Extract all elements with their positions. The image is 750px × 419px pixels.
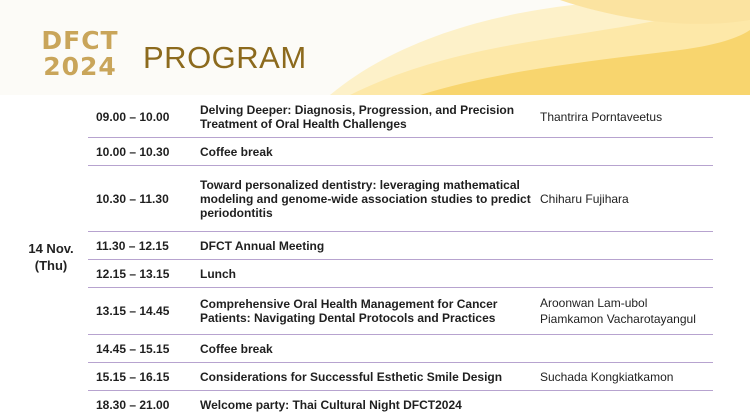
row-time: 10.00 – 10.30 [96,144,170,159]
row-time: 09.00 – 10.00 [96,109,170,124]
table-row [88,260,713,288]
table-row [88,138,713,166]
dfct-logo [35,28,125,79]
row-topic: Coffee break [200,144,273,159]
row-speaker [540,295,713,327]
row-time: 12.15 – 13.15 [96,266,170,281]
row-time: 11.30 – 12.15 [96,238,169,253]
day-label [20,240,82,274]
logo-text-year: 2024 [43,52,117,81]
row-time: 15.15 – 16.15 [96,369,170,384]
row-speaker [540,109,713,125]
day-weekday: (Thu) [34,258,68,273]
row-speaker [540,191,713,207]
logo-text-dfct: DFCT [41,26,119,55]
row-time: 10.30 – 11.30 [96,191,169,206]
table-row [88,96,713,138]
speaker-name: Thantrira Porntaveetus [540,109,663,124]
row-topic: Lunch [200,266,236,281]
row-time: 13.15 – 14.45 [96,304,170,318]
schedule-table [88,96,713,418]
row-topic: DFCT Annual Meeting [200,238,325,253]
table-row [88,391,713,418]
page-title: PROGRAM [143,40,307,75]
table-row [88,335,713,363]
row-speaker [540,369,713,385]
day-date: 14 Nov. [28,241,74,256]
row-topic: Welcome party: Thai Cultural Night DFCT2024 [200,397,462,412]
speaker-name: Piamkamon Vacharotayangul [540,312,696,326]
speaker-name: Aroonwan Lam-ubol [540,296,648,310]
row-time: 14.45 – 15.15 [96,341,170,356]
speaker-name: Suchada Kongkiatkamon [540,369,674,384]
table-row [88,288,713,335]
row-topic: Considerations for Successful Esthetic Smile Design [200,369,503,384]
row-topic: Comprehensive Oral Health Management for Cancer Patients: Navigating Dental Protocols and Practices [200,297,498,325]
speaker-name: Chiharu Fujihara [540,191,629,206]
row-topic: Coffee break [200,341,273,356]
table-row [88,232,713,260]
row-topic: Toward personalized dentistry: leveraging mathematical modeling and genome-wide association studies to predict periodontitis [200,177,531,220]
table-row [88,363,713,391]
table-row [88,166,713,232]
row-time: 18.30 – 21.00 [96,397,170,412]
row-topic: Delving Deeper: Diagnosis, Progression, and Precision Treatment of Oral Health Challenges [200,102,515,131]
header-banner [0,0,750,95]
